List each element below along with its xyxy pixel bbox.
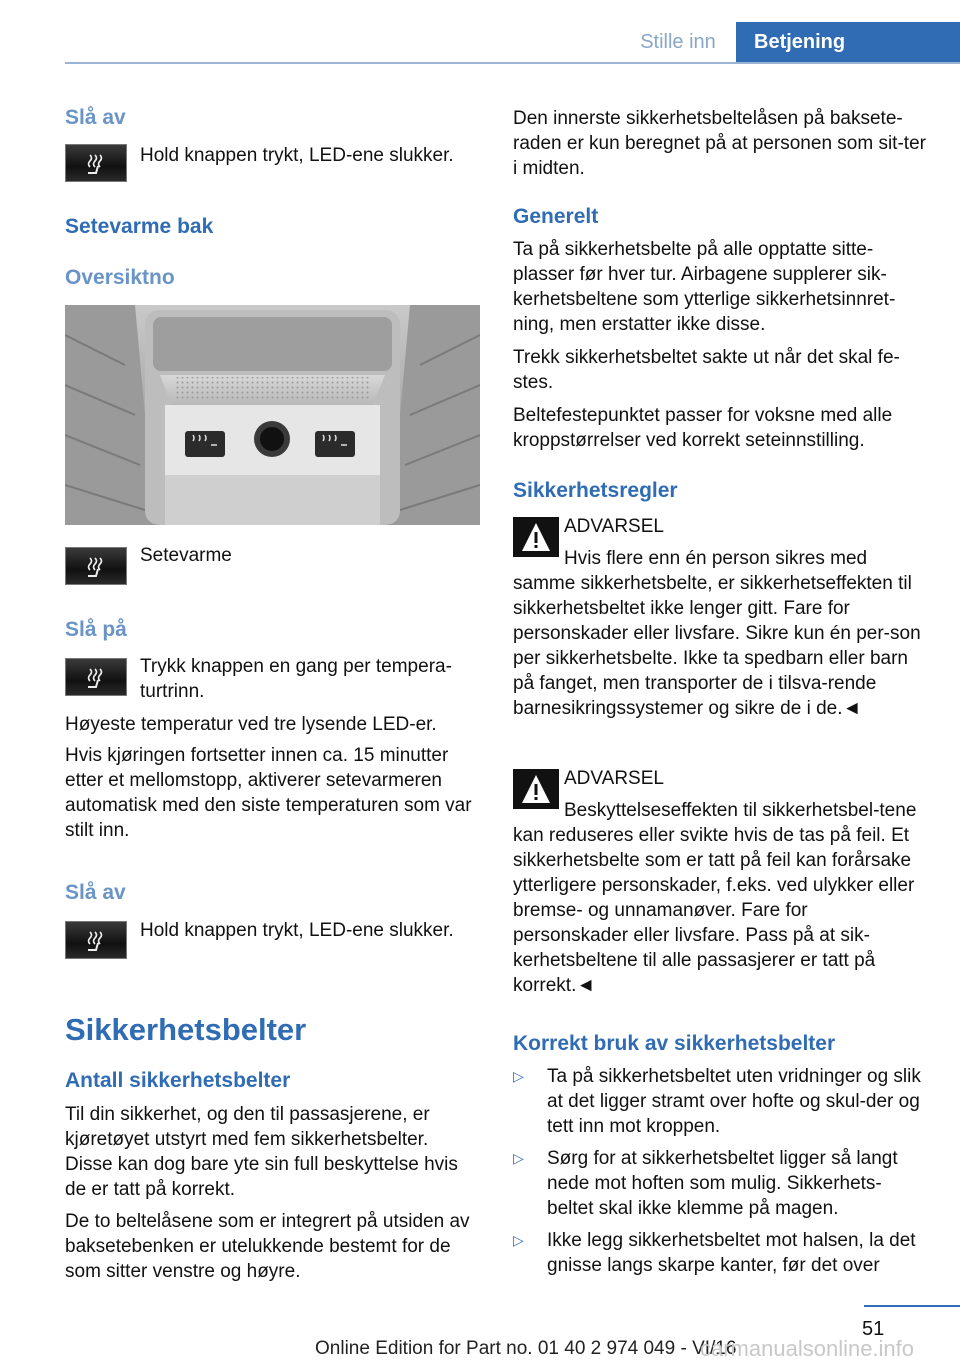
seat-heating-off-icon [65, 921, 127, 959]
sikkerhetsbelter-heading: Sikkerhetsbelter [65, 1012, 307, 1047]
seat-heating-button-icon [65, 144, 127, 182]
seat-heating-on-icon [65, 658, 127, 696]
watermark: carmanualsonline.info [700, 1336, 915, 1361]
setevarme-icon [65, 547, 127, 585]
bullet-icon: ▷ [513, 1150, 524, 1166]
trekk-text: Trekk sikkerhetsbeltet sakte ut når det skal fe‐stes. [513, 347, 900, 393]
advarsel-text-1: Hvis flere enn én person sikres med samme sikkerhetsbelte, er sikkerhetseffekten til sikkerhetsbeltet ikke lenger gitt. Fare for personskader eller livsfare. Sikre kun én per‐son per sikkerhetsbelte. Ikke ta spedbarn eller barn på fanget, men transporter de i tilsva‐rende barnesikringssystemer og sikre de i de.◄ [513, 548, 921, 719]
hoyeste-temperatur-text: Høyeste temperatur ved tre lysende LED-er. [65, 714, 437, 735]
antall-heading: Antall sikkerhetsbelter [65, 1069, 291, 1092]
antall-text: Til din sikkerhet, og den til passasjerene, er kjøretøyet utstyrt med fem sikkerhetsbelter. Disse kan dog bare yte sin full beskyttelse hvis de er tatt på korrekt. [65, 1104, 458, 1200]
innerste-text: Den innerste sikkerhetsbeltelåsen på baksete‐raden er kun beregnet på at personen som sit‐ter i midten. [513, 108, 926, 179]
generelt-text: Ta på sikkerhetsbelte på alle opptatte sitte‐plasser før hver tur. Airbagene supplerer sik‐kerhetsbeltene som ytterlige sikkerhetsinnret‐ning, men erstatter ikke disse. [513, 239, 896, 335]
tab-stille-inn[interactable]: Stille inn [640, 31, 716, 53]
korrekt-bruk-heading: Korrekt bruk av sikkerhetsbelter [513, 1032, 836, 1055]
list-item-text: Ta på sikkerhetsbeltet uten vridninger og slik at det ligger stramt over hofte og skul‐der og tett inn mot kroppen. [547, 1066, 921, 1137]
de-to-text: De to beltelåsene som er integrert på utsiden av baksetebenken er utelukkende bestemt for de som sitter venstre og høyre. [65, 1211, 470, 1282]
list-item-text: Ikke legg sikkerhetsbeltet mot halsen, la det gnisse langs skarpe kanter, før det over [547, 1230, 916, 1276]
slaa-paa-text: Trykk knappen en gang per tempera‐turtrinn. [140, 656, 452, 702]
advarsel-title-2: ADVARSEL [564, 768, 664, 789]
setevarme-bak-heading: Setevarme bak [65, 215, 214, 238]
setevarme-label: Setevarme [140, 545, 232, 566]
slaa-av-heading-1: Slå av [65, 106, 126, 129]
oversikt-heading: Oversiktno [65, 266, 175, 289]
rear-console-photo [65, 305, 480, 525]
slaa-av-heading-2: Slå av [65, 881, 126, 904]
header-rule [65, 62, 960, 64]
advarsel-title-1: ADVARSEL [564, 516, 664, 537]
generelt-heading: Generelt [513, 205, 599, 228]
list-item-text: Sørg for at sikkerhetsbeltet ligger så langt nede mot hoften som mulig. Sikkerhets‐beltet skal ikke klemme på magen. [547, 1148, 898, 1219]
bullet-icon: ▷ [513, 1232, 524, 1248]
edition-text: Online Edition for Part no. 01 40 2 974 049 - VI/16 [315, 1338, 737, 1359]
slaa-av-text-2: Hold knappen trykt, LED-ene slukker. [140, 920, 454, 941]
slaa-paa-heading: Slå på [65, 618, 127, 641]
bullet-icon: ▷ [513, 1068, 524, 1084]
page-number: 51 [862, 1318, 885, 1340]
hvis-kjoringen-text: Hvis kjøringen fortsetter innen ca. 15 minutter etter et mellomstopp, aktiverer setevarmeren automatisk med den siste temperaturen som var stilt inn. [65, 745, 472, 841]
sikkerhetsregler-heading: Sikkerhetsregler [513, 479, 678, 502]
footer-rule [864, 1305, 960, 1307]
tab-betjening[interactable]: Betjening [736, 22, 960, 62]
advarsel-text-2: Beskyttelseseffekten til sikkerhetsbel‐tene kan reduseres eller svikte hvis de tas på feil. Et sikkerhetsbelte som er tatt på feil kan forårsake ytterligere personskader, f.eks. ved ulykker eller bremse- og unnamanøver. Fare for personskader eller livsfare. Pass på at sik‐kerhetsbeltene til alle passasjerer er tatt på korrekt.◄ [513, 800, 917, 996]
slaa-av-text-1: Hold knappen trykt, LED-ene slukker. [140, 145, 454, 166]
beltefeste-text: Beltefestepunktet passer for voksne med alle kroppstørrelser ved korrekt seteinnstilling. [513, 405, 893, 451]
